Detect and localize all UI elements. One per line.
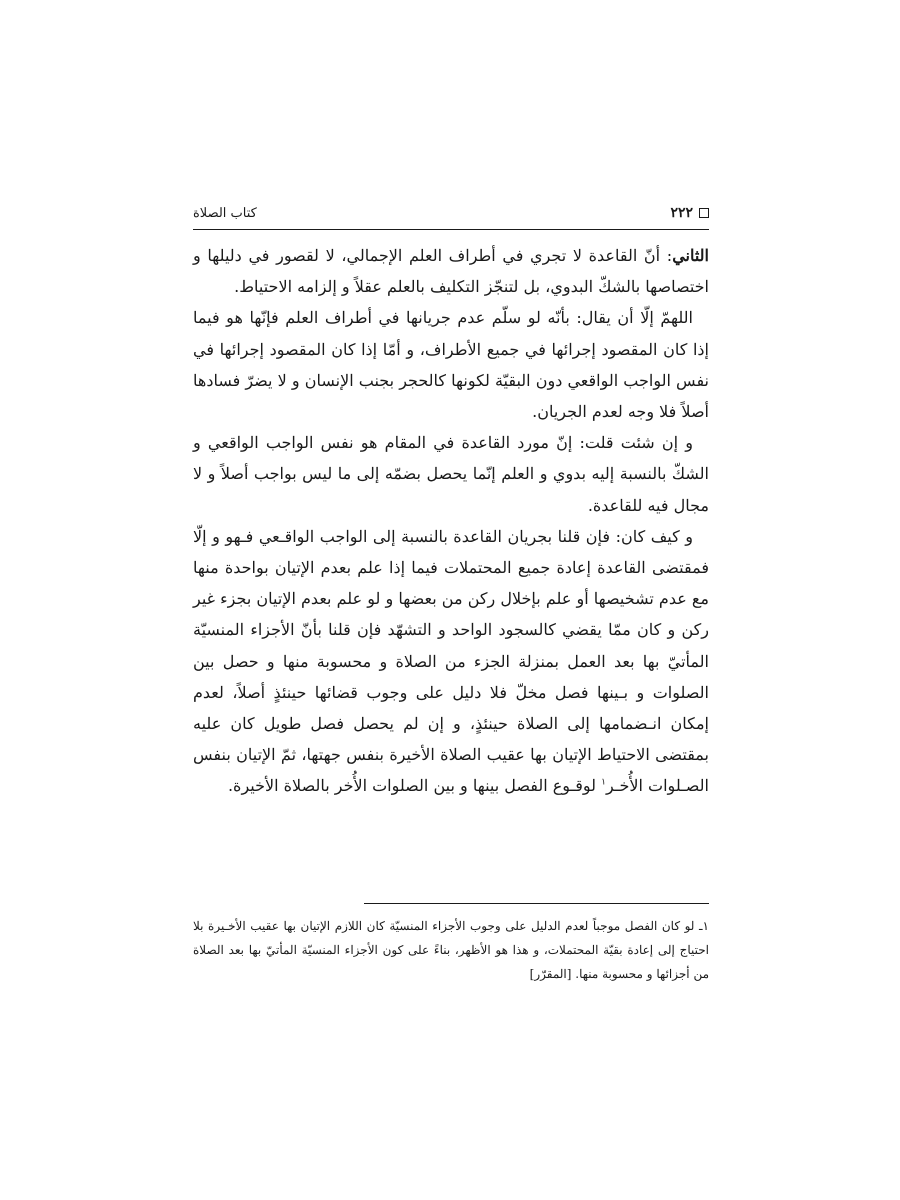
header-divider xyxy=(193,229,709,230)
footnote-marker[interactable]: ١ xyxy=(601,778,606,789)
paragraph-3: و إن شئت قلت: إنّ مورد القاعدة في المقام هو نفس الواجب الواقعي و الشكّ بالنسبة إليه بدوي و العلم إنّما يحصل بضمّه إلى ما ليس بواجب أصلاً و لا مجال فيه للقاعدة. xyxy=(193,433,709,515)
page-number: ۲۲۲ xyxy=(670,205,693,221)
paragraph-1 xyxy=(193,240,709,302)
paragraph-4 xyxy=(193,521,709,802)
footnotes xyxy=(193,914,709,986)
square-bullet-icon xyxy=(699,208,709,218)
paragraph-1-text: : أنّ القاعدة لا تجري في أطراف العلم الإجمالي، لا لقصور في دليلها و اختصاصها بالشكّ البدوي، بل لتنجّز التكليف بالعلم عقلاً و إلزامه الاحتياط. xyxy=(193,246,709,297)
paragraph-1-lead: الثاني xyxy=(672,246,709,265)
main-text xyxy=(193,240,709,802)
page-number-group xyxy=(670,205,709,221)
page-header xyxy=(193,200,709,226)
footnote-1: ١ـ لو كان الفصل موجباً لعدم الدليل على وجوب الأجزاء المنسيّة كان اللازم الإتيان بها عقيب الأخـيرة بلا احتياج إلى إعادة بقيّة المحتملات، و هذا هو الأظهر، بناءً على كون الأجزاء المنسيّة المأتيّ بها بعد الصلاة من أجزائها و محسوبة منها. [المقرّر] xyxy=(193,919,709,981)
footnote-divider xyxy=(364,903,709,904)
paragraph-4-text: و كيف كان: فإن قلنا بجريان القاعدة بالنسبة إلى الواجب الواقـعي فـهو و إلّا فمقتضى القاعدة إعادة جميع المحتملات فيما إذا علم بعدم الإتيان بواحدة منها مع عدم تشخيصها أو علم بإخلال ركن من بعضها و لو علم بعدم الإتيان بجزء غير ركن و كان ممّا يقضي كالسجود الواحد و التشهّد فإن قلنا بأنّ الأجزاء المنسيّة المأتيّ بها بعد العمل بمنزلة الجزء من الصلاة و محسوبة منها و حصل بين الصلوات و بـينها فصل مخلّ فلا دليل على وجوب قضائها حينئذٍ أصلاً، لعدم إمكان انـضمامها إلى الصلاة حينئذٍ، و إن لم يحصل فصل طويل كان عليه بمقتضى الاحتياط الإتيان بها عقيب الصلاة الأخيرة بنفس جهتها، ثمّ الإتيان بنفس الصـلوات الأُخـر xyxy=(193,526,710,796)
paragraph-4-text-end: لوقـوع الفصل بينها و بين الصلوات الأُخر بالصلاة الأخيرة. xyxy=(227,776,602,796)
running-head-title: كتاب الصلاة xyxy=(193,205,257,221)
paragraph-2: اللهمّ إلّا أن يقال: بأنّه لو سلّم عدم جريانها في أطراف العلم فإنّها هو فيما إذا كان المقصود إجرائها في جميع الأطراف، و أمّا إذا كان المقصود إجرائها في نفس الواجب الواقعي دون البقيّة لكونها كالحجر بجنب الإنسان و لا يضرّ فسادها أصلاً فلا وجه لعدم الجريان. xyxy=(193,308,709,422)
